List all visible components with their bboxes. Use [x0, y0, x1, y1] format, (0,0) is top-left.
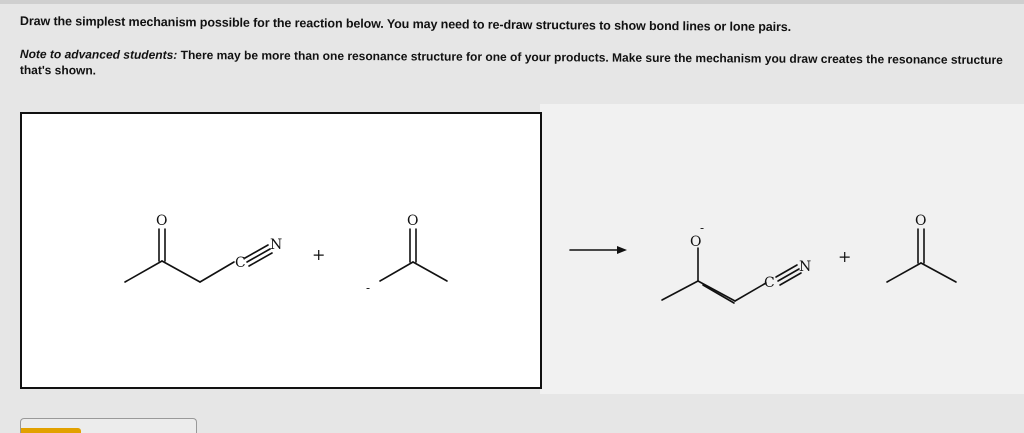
- bottom-tab-accent: [21, 428, 81, 433]
- question-instruction: Draw the simplest mechanism possible for the reaction below. You may need to re-draw structures to show bond lines or lone pairs.: [19, 14, 792, 35]
- product1-nitrile-carbon-label: C: [764, 275, 775, 291]
- reactant2-oxygen-label: O: [407, 213, 419, 229]
- reactant1-skeleton: [125, 229, 272, 282]
- product1-nitrile-nitrogen-label: N: [799, 259, 812, 275]
- reactant1-nitrile-carbon-label: C: [235, 255, 246, 271]
- product1-skeleton: [662, 248, 801, 303]
- reactant1-oxygen-label: O: [156, 213, 168, 229]
- bottom-tab-button[interactable]: [20, 418, 197, 433]
- note-label: Note to advanced students:: [19, 46, 178, 62]
- reaction-arrow-head: [617, 246, 627, 254]
- plus-sign-1: +: [312, 245, 326, 264]
- product1-charge-label: -: [700, 221, 705, 235]
- reactant2-charge-label: -: [366, 281, 371, 295]
- reactant1-nitrile-nitrogen-label: N: [270, 237, 283, 253]
- product1-oxygen-label: O: [690, 234, 702, 250]
- product2-oxygen-label: O: [915, 213, 927, 229]
- reactant2-skeleton: [380, 229, 447, 281]
- plus-sign-2: +: [838, 247, 852, 266]
- product2-skeleton: [887, 229, 956, 282]
- note-text: There may be more than one resonance structure for one of your products. Make sure the mechanism you draw creates the resonance structure that's shown.: [19, 47, 1003, 78]
